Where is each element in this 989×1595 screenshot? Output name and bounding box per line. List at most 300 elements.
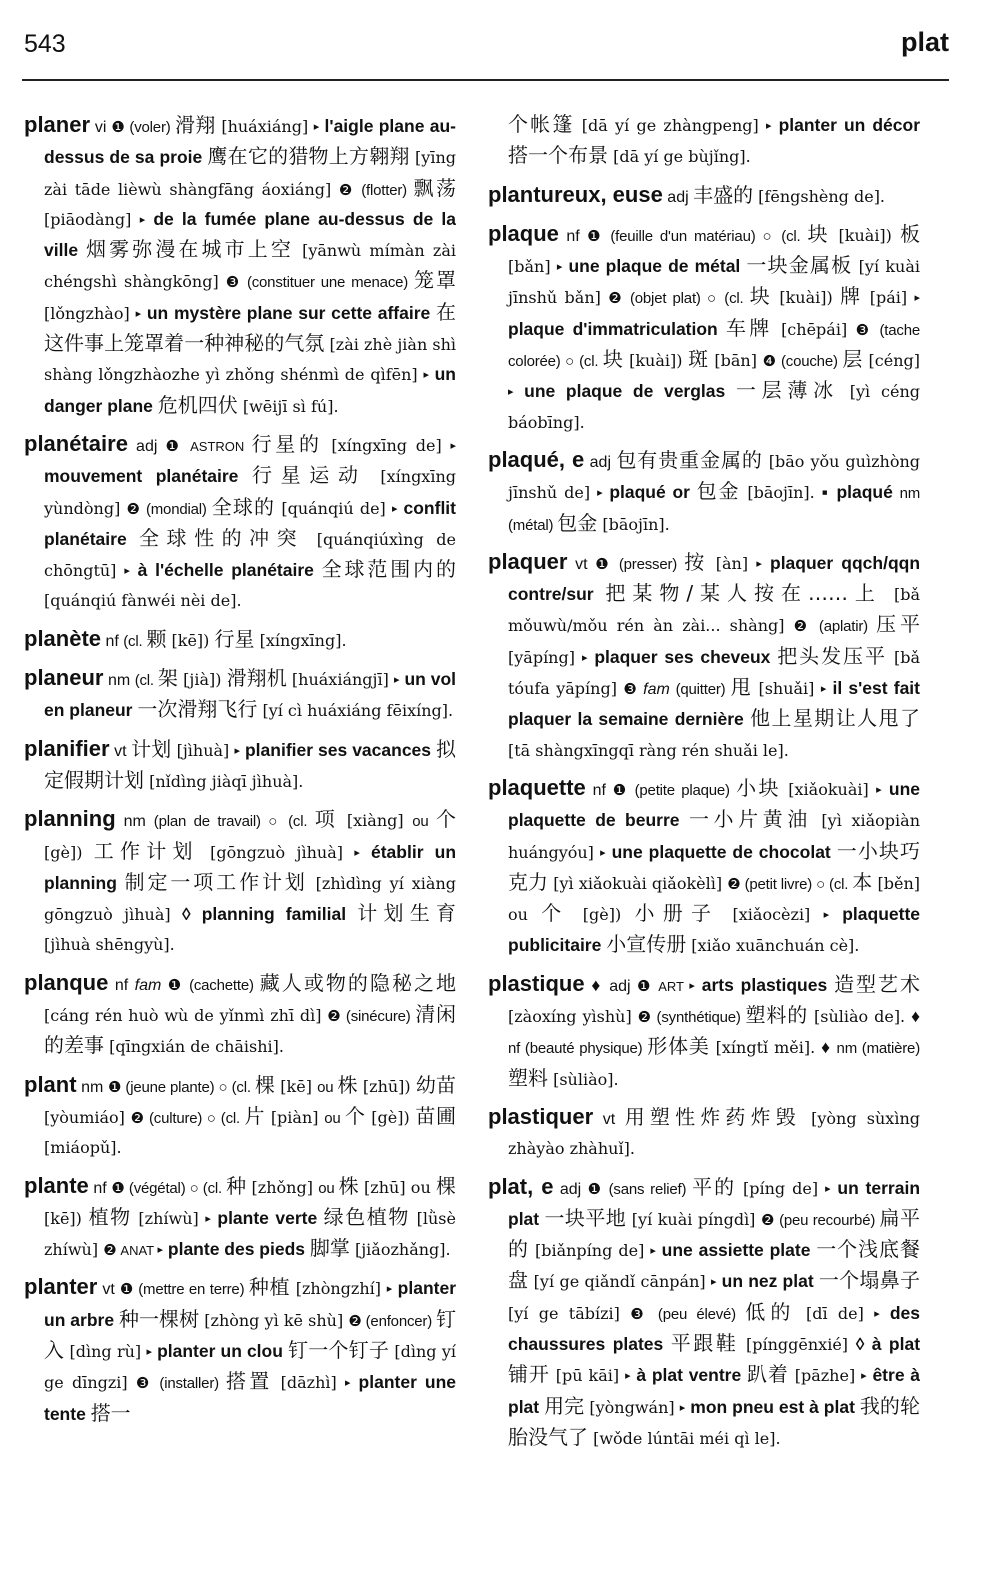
- example-text: une plaque de verglas: [513, 381, 736, 402]
- example-text: plaquer ses cheveux: [587, 646, 778, 667]
- chinese-text: 在这件事上笼罩着一种神秘的气氛: [44, 299, 456, 356]
- chinese-text: 飘荡: [413, 175, 456, 200]
- example-text: planter une tente: [44, 1372, 456, 1424]
- chinese-text: 个: [345, 1103, 366, 1128]
- chinese-text: 工作计划: [93, 838, 199, 863]
- domain-label: ANAT: [120, 1243, 158, 1259]
- chinese-text: 清闲的差事: [44, 1002, 456, 1058]
- pinyin: [shuǎi]: [752, 679, 821, 699]
- pinyin: [yì céng báobīng].: [508, 382, 920, 432]
- dictionary-entry-plaquer: [488, 547, 920, 766]
- example-marker: ▸: [135, 306, 142, 320]
- dictionary-entry-plaque-adj: [488, 445, 920, 540]
- sense-note: ❷ (aplatir): [793, 618, 876, 636]
- chinese-text: 搭一: [90, 1400, 131, 1425]
- example-text: un vol en planeur: [44, 669, 456, 721]
- sense-note: ❸ (installer): [135, 1375, 227, 1393]
- example-marker: ▸: [582, 650, 588, 664]
- pinyin: [yí kuài píngdì]: [626, 1209, 761, 1229]
- pinyin: [xiàng]: [338, 811, 413, 831]
- sense-note: ou: [324, 1109, 346, 1127]
- example-marker: ▸: [876, 782, 882, 796]
- example-text: être à plat: [508, 1365, 920, 1417]
- pinyin: [xíngxīng de]: [322, 435, 451, 455]
- sense-note: ❶ (presser): [595, 555, 685, 573]
- pinyin: [huáxiáng]: [215, 117, 314, 136]
- example-marker: ▸: [820, 682, 827, 696]
- pinyin: [yòumiáo]: [44, 1107, 131, 1127]
- pinyin: [xiǎo xuānchuán cè].: [686, 936, 860, 956]
- example-text: planter un arbre: [44, 1278, 456, 1330]
- headword: plastiquer: [488, 1103, 594, 1129]
- example-text: planter un clou: [152, 1340, 289, 1361]
- chinese-text: 用完: [544, 1393, 585, 1418]
- example-text: une assiette plate: [655, 1240, 817, 1261]
- pinyin: [yòng sùxìng zhàyào zhàhuǐ].: [508, 1108, 920, 1159]
- chinese-text: 植物: [88, 1204, 132, 1229]
- pinyin: [kē]: [275, 1076, 318, 1096]
- example-text: un danger plane: [44, 364, 456, 416]
- example-marker: ▸: [650, 1244, 656, 1258]
- pinyin: [kē]): [166, 630, 215, 650]
- pinyin: [lǒngzhào]: [44, 303, 136, 323]
- example-marker: ▸: [139, 212, 146, 226]
- example-marker: ▸: [914, 291, 920, 305]
- headword: planque: [24, 969, 109, 995]
- pinyin: [bān]: [708, 351, 763, 371]
- pinyin: [xíngxīng].: [254, 630, 347, 650]
- chinese-text: 藏人或物的隐秘之地: [259, 970, 456, 995]
- chinese-text: 笼罩: [414, 268, 456, 293]
- example-marker: ▸: [825, 1181, 831, 1195]
- pinyin: [yí ge tābízi]: [508, 1303, 631, 1323]
- chinese-text: 牌: [840, 284, 863, 309]
- chinese-text: 塑料: [508, 1065, 548, 1090]
- example-marker: ▸: [392, 501, 398, 515]
- sense-note: ❷ (sinécure): [327, 1008, 416, 1026]
- example-marker: ▸: [313, 120, 320, 133]
- sense-note: ❶ (cachette): [167, 976, 260, 994]
- register-label: fam: [643, 681, 676, 699]
- chinese-text: 把某物/某人按在……上: [605, 581, 882, 606]
- chinese-text: 项: [314, 807, 339, 832]
- chinese-text: 株: [337, 1072, 358, 1097]
- example-text: une plaque de métal: [562, 256, 747, 277]
- example-text: ♦: [911, 1006, 920, 1027]
- pinyin: [yānwù mímàn zài chéngshì shàngkōng]: [44, 241, 456, 292]
- example-marker: ▸: [234, 743, 241, 757]
- pinyin: [zhòng yì kē shù]: [199, 1310, 349, 1330]
- chinese-text: 趴着: [746, 1362, 789, 1387]
- example-text: mouvement planétaire: [44, 466, 252, 487]
- chinese-text: 低的: [745, 1299, 796, 1324]
- headword: planétaire: [24, 430, 128, 456]
- dictionary-entry-planer: [24, 110, 456, 422]
- chinese-text: 铺开: [508, 1362, 550, 1387]
- example-text: une plaquette de chocolat: [605, 841, 837, 862]
- pinyin: [gè]): [569, 905, 635, 925]
- chinese-text: 种植: [248, 1275, 291, 1300]
- chinese-text: 丰盛的: [693, 182, 754, 207]
- example-text: plaqué or: [602, 482, 697, 503]
- chinese-text: 行星的: [251, 431, 323, 456]
- grammar-label: vt: [97, 1281, 120, 1299]
- grammar-label: nf: [585, 781, 613, 799]
- sense-note: ou: [412, 813, 436, 831]
- example-text: planter un décor: [771, 115, 920, 135]
- chinese-text: 滑翔机: [226, 666, 287, 691]
- chinese-text: 全球的: [211, 494, 276, 519]
- sense-note: ❶ (voler): [111, 119, 175, 136]
- grammar-label: adj: [609, 977, 637, 995]
- chinese-text: 一小片黄油: [688, 807, 812, 832]
- headword: plaquette: [488, 774, 586, 800]
- sense-note: ou: [317, 1078, 338, 1096]
- pinyin: [yì xiǎokuài qiǎokèlì]: [548, 873, 728, 893]
- sense-note: ❷ (mondial): [126, 500, 212, 518]
- example-marker: ▸: [146, 1344, 152, 1358]
- pinyin: [zhǒng]: [246, 1177, 319, 1197]
- sense-note: ❷ (petit livre) ○ (cl.: [727, 875, 853, 893]
- grammar-label: adj: [127, 437, 166, 455]
- example-text: un terrain plat: [508, 1177, 920, 1229]
- pinyin: [jiǎozhǎng].: [349, 1240, 451, 1260]
- pinyin: [quánqiúxìng de chōngtū]: [44, 529, 456, 581]
- headword: plant: [24, 1071, 77, 1097]
- example-text: mon pneu est à plat: [685, 1396, 860, 1417]
- pinyin: [nǐdìng jiàqī jìhuà].: [144, 771, 304, 791]
- pinyin: [yāpíng]: [508, 647, 582, 667]
- grammar-label: nm: [103, 672, 135, 690]
- header-rule: [22, 79, 949, 81]
- chinese-text: 按: [684, 549, 708, 574]
- chinese-text: 我的轮胎没气了: [508, 1393, 920, 1449]
- example-text: plante verte: [210, 1207, 324, 1228]
- chinese-text: 小册子: [634, 901, 720, 926]
- example-marker: ▸: [556, 260, 563, 274]
- chinese-text: 斑: [688, 347, 709, 372]
- chinese-text: 架: [157, 666, 178, 691]
- example-marker: ▸: [679, 1400, 686, 1414]
- chinese-text: 苗圃: [415, 1103, 456, 1128]
- pinyin: [gōngzuò jìhuà]: [198, 842, 355, 862]
- sense-note: ❷: [103, 1242, 121, 1260]
- chinese-text: 制定一项工作计划: [124, 869, 308, 894]
- register-label: fam: [134, 976, 168, 994]
- right-column: [488, 110, 920, 1580]
- pinyin: [tā shàngxīngqī ràng rén shuǎi le].: [508, 740, 789, 760]
- pinyin: [jià]): [177, 670, 227, 690]
- pinyin: [bǎ tóufa yāpíng]: [508, 647, 920, 699]
- pinyin: [zhū]): [357, 1076, 416, 1096]
- chinese-text: 包有贵重金属的: [616, 447, 763, 472]
- dictionary-entry-plaque: [488, 219, 920, 438]
- sense-note: (cl.: [134, 672, 158, 690]
- pinyin: [dī de]: [795, 1303, 875, 1323]
- example-text: plaque d'immatriculation: [508, 318, 726, 339]
- grammar-label: nf: [88, 1179, 112, 1197]
- left-column: [24, 110, 456, 1580]
- dictionary-entry-planeur: [24, 663, 456, 727]
- chinese-text: 鹰在它的猎物上方翱翔: [207, 144, 410, 169]
- chinese-text: 计划生育: [357, 901, 456, 926]
- pinyin: [dìng yí ge dīngzi]: [44, 1341, 456, 1393]
- dictionary-entry-plante: [24, 1171, 456, 1266]
- example-marker: ▸: [354, 845, 360, 859]
- sense-note: ❶ (jeune plante) ○ (cl.: [107, 1078, 255, 1096]
- grammar-label: nf: [558, 227, 588, 245]
- grammar-label: vt: [567, 555, 596, 573]
- chinese-text: 一层薄冰: [735, 378, 839, 403]
- sense-note: nm (métal): [508, 485, 920, 534]
- pinyin: [fēngshèng de].: [753, 186, 886, 206]
- sense-note: ❷ (culture) ○ (cl.: [130, 1109, 245, 1127]
- grammar-label: adj: [553, 1180, 588, 1198]
- example-marker: ▸: [450, 438, 456, 452]
- grammar-label: nf: [108, 976, 135, 994]
- pinyin: [xiǎocèzi]: [719, 905, 824, 925]
- chinese-text: 塑料的: [745, 1003, 809, 1028]
- headword: planifier: [24, 735, 110, 761]
- dictionary-entry-planque: [24, 968, 456, 1063]
- sense-note: ou: [318, 1179, 339, 1197]
- chinese-text: 搭置: [226, 1369, 273, 1394]
- pinyin: [yòngwán]: [584, 1397, 680, 1417]
- example-marker: ▸: [625, 1369, 631, 1383]
- pinyin: [pínggēnxié]: [738, 1334, 856, 1354]
- headword: plante: [24, 1172, 89, 1198]
- sense-note: ❶: [637, 977, 659, 995]
- pinyin: [kuài]): [623, 351, 689, 371]
- pinyin: [sùliào de].: [808, 1007, 912, 1027]
- pinyin: [yīng zài tāde lièwù shàngfāng áoxiáng]: [44, 148, 456, 199]
- chinese-text: 搭一个布景: [508, 143, 608, 168]
- dictionary-entry-plaquette: [488, 773, 920, 962]
- chinese-text: 绿色植物: [323, 1204, 410, 1229]
- pinyin: [gè]): [365, 1107, 416, 1127]
- example-text: plaquette publicitaire: [508, 904, 920, 956]
- pinyin: [lǜsè zhíwù]: [44, 1208, 456, 1260]
- dictionary-entry-planete: [24, 624, 456, 656]
- sense-note: ❸: [623, 681, 644, 699]
- chinese-text: 个: [435, 807, 456, 832]
- chinese-text: 棵: [436, 1173, 456, 1198]
- sense-note: nf (beauté physique): [508, 1040, 648, 1058]
- chinese-text: 一个浅底餐盘: [508, 1237, 920, 1293]
- dictionary-entry-planter-cont: [488, 110, 920, 173]
- domain-label: ART: [658, 978, 690, 994]
- pinyin: [piāodàng]: [44, 209, 140, 229]
- sense-note: ❷ (synthétique): [637, 1009, 746, 1027]
- sense-note: ❸ (peu élevé): [630, 1305, 746, 1323]
- example-marker: ▸: [766, 119, 772, 132]
- chinese-text: 本: [852, 869, 873, 894]
- sense-note: (plan de travail) ○ (cl.: [153, 813, 315, 831]
- chinese-text: 压平: [875, 612, 920, 637]
- example-text: arts plastiques: [694, 974, 835, 995]
- running-head: plat: [900, 27, 949, 57]
- pinyin: [miáopǔ].: [44, 1138, 122, 1158]
- pinyin: [xiǎokuài]: [780, 779, 877, 799]
- example-text: ◊ à plat: [855, 1333, 920, 1354]
- pinyin: [chēpái]: [772, 319, 856, 339]
- example-marker: ▸: [205, 1211, 211, 1225]
- pinyin: [běn] ou: [508, 873, 920, 925]
- chinese-text: 造型艺术: [834, 971, 920, 996]
- example-text: de la fumée plane au-dessus de la ville: [44, 208, 456, 261]
- pinyin: [pái]: [862, 288, 915, 308]
- page-number: 543: [24, 30, 66, 58]
- chinese-text: 个帐篷: [508, 112, 575, 136]
- chinese-text: 平的: [692, 1174, 736, 1199]
- sense-note: ❷ (peu recourbé): [760, 1211, 880, 1229]
- chinese-text: 一块平地: [544, 1205, 627, 1230]
- pinyin: [quánqiú fànwéi nèi de].: [44, 591, 242, 611]
- example-marker: ▸: [597, 486, 603, 500]
- pinyin: [huáxiángjī]: [286, 670, 394, 690]
- example-text: un nez plat: [716, 1271, 819, 1292]
- headword: plat, e: [488, 1173, 554, 1199]
- chinese-text: 车牌: [725, 315, 773, 340]
- chinese-text: 一块金属板: [746, 253, 853, 278]
- chinese-text: 颗: [146, 626, 167, 651]
- pinyin: [píng de]: [735, 1178, 826, 1198]
- pinyin: [jìhuà]: [171, 740, 235, 760]
- sense-note: ❶ (végétal) ○ (cl.: [111, 1179, 227, 1197]
- chinese-text: 全球范围内的: [321, 557, 456, 582]
- pinyin: [zài zhè jiàn shì shàng lǒngzhàozhe yì zhǒng shénmì de qìfēn]: [44, 335, 456, 385]
- chinese-text: 种一棵树: [118, 1306, 200, 1331]
- pinyin: [bāo yǒu guìzhòng jīnshǔ de]: [508, 451, 920, 503]
- pinyin: [kē]): [44, 1208, 89, 1228]
- dictionary-entry-plant: [24, 1070, 456, 1164]
- pinyin: [gè]): [44, 842, 94, 862]
- pinyin: [wǒde lúntāi méi qì le].: [588, 1428, 781, 1448]
- chinese-text: 小块: [736, 775, 781, 800]
- chinese-text: 行星运动: [251, 463, 367, 488]
- example-marker: ▸: [423, 368, 430, 382]
- example-marker: ▸: [600, 845, 606, 859]
- example-text: l'aigle plane au-dessus de sa proie: [44, 116, 456, 168]
- pinyin: [bǎn]: [508, 257, 557, 277]
- chinese-text: 层: [842, 347, 863, 372]
- grammar-label: nf: [101, 632, 124, 650]
- chinese-text: 把头发压平: [777, 643, 887, 668]
- sense-note: ❷ (flotter): [338, 181, 414, 199]
- headword: plaque: [488, 220, 559, 246]
- sense-note: ❷ (enfoncer): [348, 1312, 437, 1330]
- example-marker: ▸: [394, 673, 400, 687]
- chinese-text: 片: [244, 1103, 266, 1128]
- grammar-label: adj: [584, 453, 617, 471]
- chinese-text: 包金: [557, 510, 598, 535]
- pinyin: [quánqiú de]: [275, 498, 392, 518]
- chinese-text: 块: [807, 221, 831, 246]
- headword: plastique: [488, 970, 585, 996]
- chinese-text: 行星: [214, 626, 255, 651]
- sense-note: ❶ (petite plaque): [612, 781, 737, 799]
- pinyin: [zhíwù]: [131, 1208, 206, 1228]
- chinese-text: 烟雾弥漫在城市上空: [86, 237, 294, 262]
- sense-note: ❶ (sans relief): [587, 1180, 693, 1198]
- example-text: plaquer qqch/qqn contre/sur: [508, 552, 920, 605]
- pinyin: [bāojīn].: [597, 514, 670, 534]
- chinese-text: 计划: [131, 736, 172, 761]
- pinyin: [dāzhì]: [272, 1373, 345, 1393]
- pinyin: [cáng rén huò wù de yǐnmì zhī dì]: [44, 1006, 328, 1026]
- sense-note: ❹ (couche): [762, 353, 843, 371]
- sense-note: ❶ (mettre en terre): [119, 1281, 249, 1299]
- pinyin: [piàn]: [265, 1107, 325, 1127]
- chinese-text: 块: [749, 284, 773, 309]
- sense-note: (quitter): [675, 681, 731, 699]
- grammar-label: vt: [109, 742, 132, 760]
- dictionary-entry-planetaire: [24, 429, 456, 617]
- pinyin: [xíngtǐ měi].: [709, 1038, 822, 1058]
- grammar-label: nm: [76, 1078, 108, 1096]
- chinese-text: 种: [226, 1173, 247, 1198]
- pinyin: [àn]: [707, 553, 757, 573]
- dictionary-entry-plastiquer: [488, 1102, 920, 1165]
- pinyin: [zhū] ou: [358, 1177, 437, 1197]
- pinyin: [céng]: [862, 351, 920, 371]
- chinese-text: 扁平的: [508, 1205, 920, 1262]
- chinese-text: 株: [338, 1173, 359, 1198]
- example-marker: ▸: [157, 1243, 164, 1257]
- grammar-label: vt: [593, 1110, 625, 1128]
- example-text: à l'échelle planétaire: [129, 560, 322, 581]
- example-text: à plat ventre: [630, 1365, 747, 1386]
- example-marker: ▸: [124, 564, 130, 578]
- pinyin: [xíngxīng yùndòng]: [44, 467, 456, 518]
- headword: planète: [24, 625, 102, 651]
- pinyin: [bǎ mǒuwù/mǒu rén àn zài... shàng]: [508, 585, 920, 636]
- headword: planning: [24, 806, 116, 832]
- chinese-text: 危机四伏: [157, 392, 238, 417]
- sense-note: ❶ (feuille d'un matériau) ○ (cl.: [587, 227, 808, 245]
- pinyin: [dā yí ge bùjǐng].: [608, 147, 751, 167]
- pinyin: [yí ge qiǎndǐ cānpán]: [528, 1272, 711, 1292]
- chinese-text: 个: [541, 901, 570, 926]
- chinese-text: 板: [900, 221, 920, 246]
- chinese-text: 全球性的冲突: [139, 525, 305, 550]
- example-text: planifier ses vacances: [240, 739, 436, 760]
- chinese-text: 脚掌: [309, 1236, 350, 1261]
- chinese-text: 滑翔: [174, 113, 216, 137]
- chinese-text: 一小块巧克力: [508, 838, 920, 894]
- pinyin: [kuài]): [772, 288, 841, 308]
- chinese-text: 拟定假期计划: [44, 736, 456, 792]
- chinese-text: 平跟鞋: [670, 1330, 739, 1355]
- sense-note: (cl.: [123, 632, 147, 650]
- example-text: plante des pieds: [163, 1239, 310, 1260]
- pinyin: [pāzhe]: [788, 1366, 862, 1386]
- dictionary-entry-planifier: [24, 734, 456, 798]
- sense-note: ❸ (constituer une menace): [225, 274, 414, 292]
- example-marker: ▸: [344, 1376, 351, 1390]
- example-text: une plaquette de beurre: [508, 778, 920, 831]
- dictionary-entry-plat: [488, 1172, 920, 1455]
- chinese-text: 他上星期让人甩了: [750, 706, 920, 731]
- example-marker: ▸: [386, 1282, 393, 1296]
- chinese-text: 小宣传册: [606, 932, 687, 957]
- headword: plaquer: [488, 548, 568, 574]
- grammar-label: adj: [662, 188, 694, 206]
- pinyin: [dìng rù]: [64, 1341, 147, 1361]
- example-marker: ▸: [756, 556, 762, 570]
- pinyin: [biǎnpíng de]: [528, 1241, 651, 1261]
- chinese-text: 钉入: [44, 1306, 456, 1362]
